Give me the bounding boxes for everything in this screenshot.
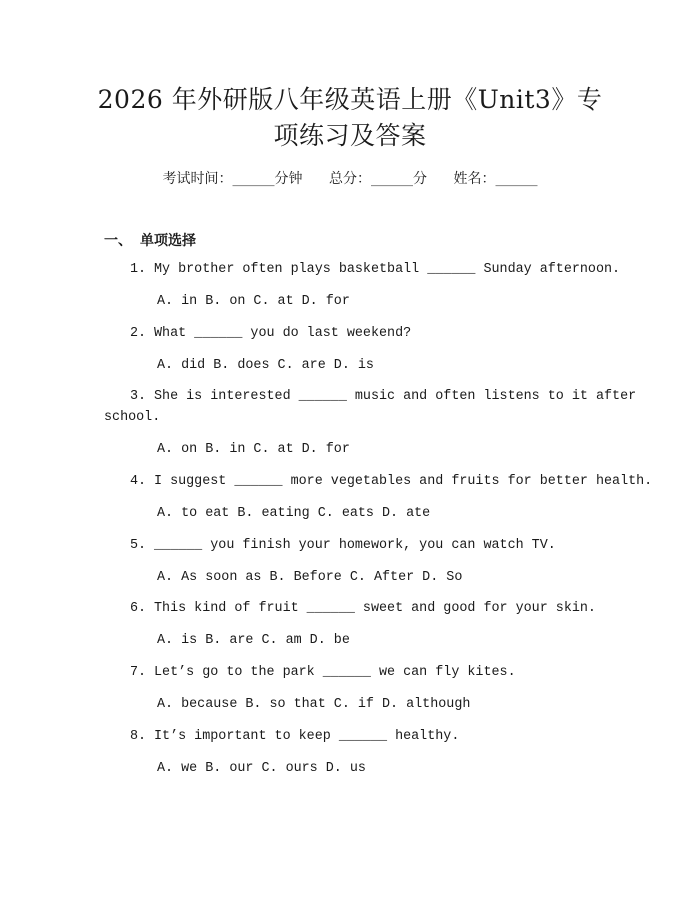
question-text: It’s important to keep ______ healthy. [154,729,460,744]
question-3 [130,386,636,407]
question-3-options: A. on B. in C. at D. for [157,442,350,457]
question-2-options: A. did B. does C. are D. is [157,358,374,373]
question-text: She is interested ______ music and often listens to it after [154,389,637,404]
section-title: 单项选择 [140,233,196,249]
question-text: I suggest ______ more vegetables and fruits for better health. [154,474,653,489]
question-number: 5. [130,538,147,553]
question-number: 3. [130,389,147,404]
exam-name: 姓名：______ [453,171,538,187]
question-6 [130,598,596,619]
question-text: My brother often plays basketball ______ Sunday afternoon. [154,262,621,277]
question-number: 8. [130,729,147,744]
question-2 [130,323,411,344]
question-text: Let’s go to the park ______ we can fly kites. [154,665,516,680]
question-text: This kind of fruit ______ sweet and good for your skin. [154,601,596,616]
question-number: 1. [130,262,147,277]
question-number: 6. [130,601,147,616]
question-6-options: A. is B. are C. am D. be [157,633,350,648]
question-text: ______ you finish your homework, you can watch TV. [154,538,556,553]
question-7-options: A. because B. so that C. if D. although [157,697,471,712]
question-number: 2. [130,326,147,341]
question-5-options: A. As soon as B. Before C. After D. So [157,570,463,585]
document-title [60,82,640,154]
title-line-1: 2026 年外研版八年级英语上册《Unit3》专 [97,85,603,114]
section-heading [104,230,196,250]
question-number: 4. [130,474,147,489]
question-1 [130,259,620,280]
question-5 [130,535,556,556]
title-line-2: 项练习及答案 [273,121,427,150]
exam-time: 考试时间：______分钟 [162,171,303,187]
question-3-continuation: school. [104,410,161,425]
exam-info [0,168,700,188]
question-8-options: A. we B. our C. ours D. us [157,761,366,776]
question-4 [130,471,652,492]
exam-score: 总分：______分 [329,171,427,187]
question-8 [130,726,459,747]
question-4-options: A. to eat B. eating C. eats D. ate [157,506,431,521]
question-number: 7. [130,665,147,680]
question-text: What ______ you do last weekend? [154,326,412,341]
question-1-options: A. in B. on C. at D. for [157,294,350,309]
section-number: 一、 [104,233,132,249]
question-7 [130,662,516,683]
